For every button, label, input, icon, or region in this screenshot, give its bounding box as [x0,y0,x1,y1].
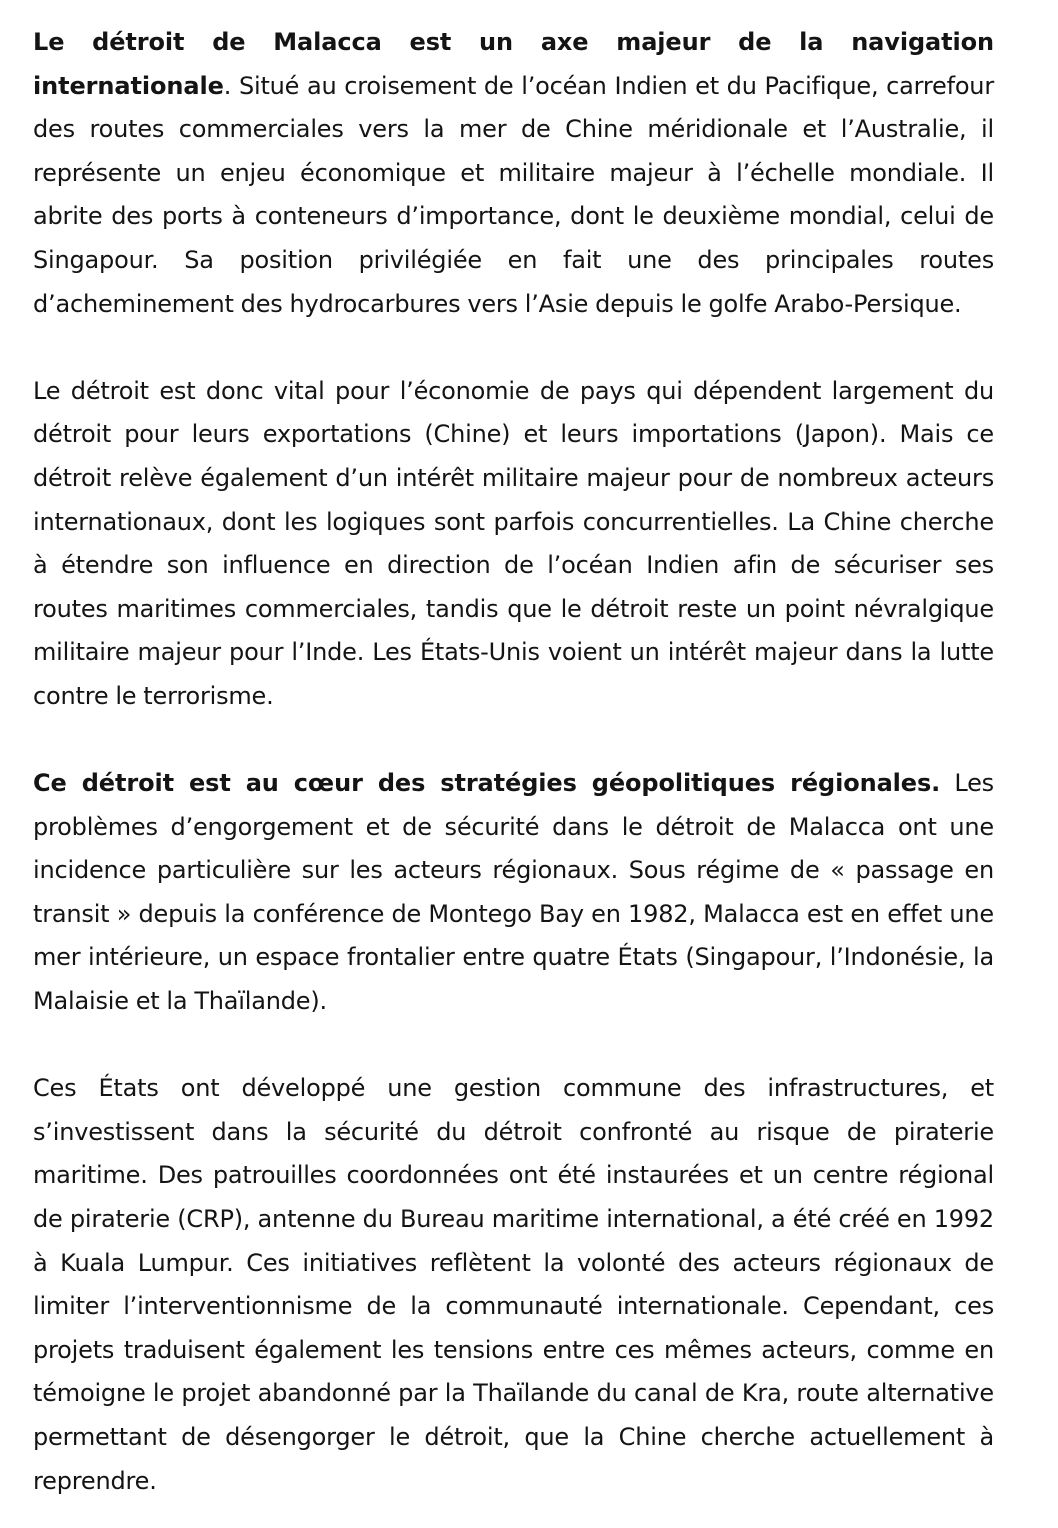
paragraph-text: Les problèmes d’engorgement et de sécurité dans le détroit de Malacca ont une incidence particulière sur les acteurs régionaux. Sous régime de « passage en transit » depuis la conférence de Montego Bay en 1982, Malacca est en effet une mer intérieure, un espace frontalier entre quatre États (Singapour, l’Indonésie, la Malaisie et la Thaïlande). [33,769,994,1016]
paragraph-strait-navigation [33,21,994,326]
paragraph-economic-military-stakes [33,370,994,719]
paragraph-text: . Situé au croisement de l’océan Indien et du Pacifique, carrefour des routes commerciales vers la mer de Chine méridionale et l’Australie, il représente un enjeu économique et militaire majeur à l’échelle mondiale. Il abrite des ports à conteneurs d’importance, dont le deuxième mondial, celui de Singapour. Sa position privilégiée en fait une des principales routes d’acheminement des hydrocarbures vers l’Asie depuis le golfe Arabo-Persique. [33,71,994,318]
paragraph-text: Ces États ont développé une gestion commune des infrastructures, et s’investissent dans la sécurité du détroit confronté au risque de piraterie maritime. Des patrouilles coordonnées ont été instaurées et un centre régional de piraterie (CRP), antenne du Bureau maritime international, a été créé en 1992 à Kuala Lumpur. Ces initiatives reflètent la volonté des acteurs régionaux de limiter l’interventionnisme de la communauté internationale. Cependant, ces projets traduisent également les tensions entre ces mêmes acteurs, comme en témoigne le projet abandonné par la Thaïlande du canal de Kra, route alternative permettant de désengorger le détroit, que la Chine cherche actuellement à reprendre. [33,1074,994,1495]
paragraph-lead-bold: Ce détroit est au cœur des stratégies géopolitiques régionales. [33,769,941,798]
paragraph-regional-strategies [33,762,994,1024]
paragraph-text: Le détroit est donc vital pour l’économie de pays qui dépendent largement du détroit pour leurs exportations (Chine) et leurs importations (Japon). Mais ce détroit relève également d’un intérêt militaire majeur pour de nombreux acteurs internationaux, dont les logiques sont parfois concurrentielles. La Chine cherche à étendre son influence en direction de l’océan Indien afin de sécuriser ses routes maritimes commerciales, tandis que le détroit reste un point névralgique militaire majeur pour l’Inde. Les États-Unis voient un intérêt majeur dans la lutte contre le terrorisme. [33,376,994,710]
article-body [33,21,994,1503]
paragraph-regional-cooperation [33,1067,994,1503]
paragraph-lead-bold: Le détroit de Malacca est un axe majeur de la navigation internationale [33,28,994,100]
